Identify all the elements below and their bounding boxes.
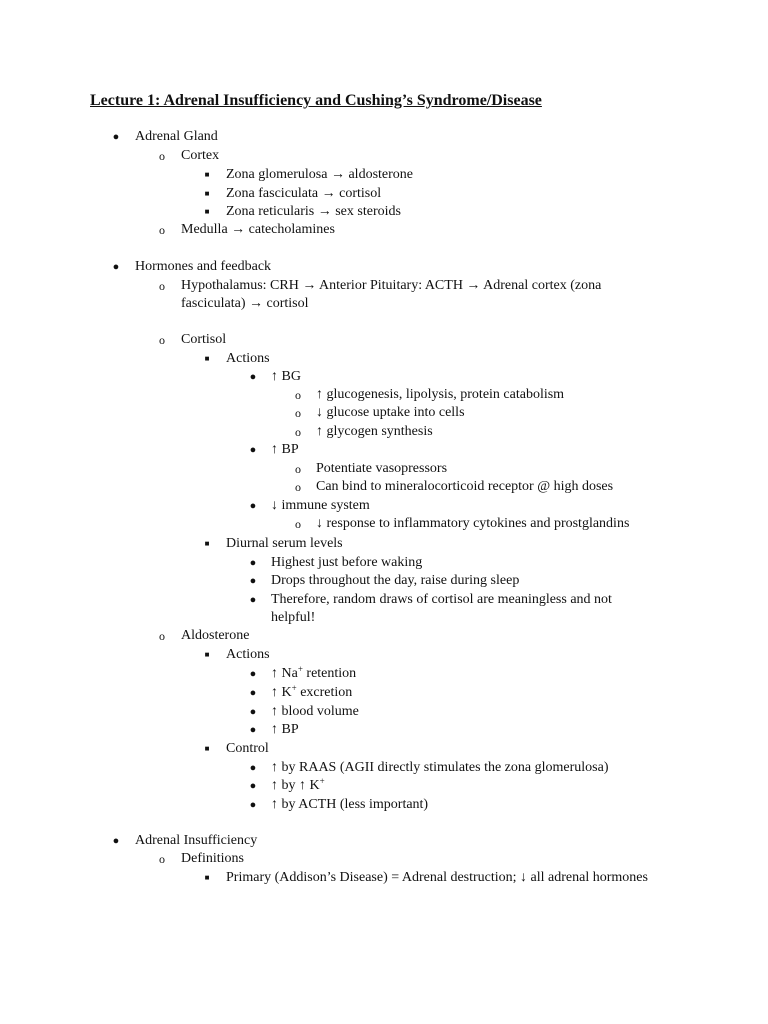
circle-bullet-icon: o bbox=[159, 223, 165, 237]
circle-bullet-icon: o bbox=[295, 425, 301, 439]
list-item: ● Adrenal Gland bbox=[0, 128, 768, 147]
bullet-icon: ● bbox=[249, 706, 257, 718]
list-item: ● Therefore, random draws of cortisol are meaningless and not bbox=[0, 591, 768, 610]
bullet-icon: ● bbox=[249, 371, 257, 383]
bullet-icon: ● bbox=[249, 500, 257, 512]
circle-bullet-icon: o bbox=[159, 629, 165, 643]
list-item: o Definitions bbox=[0, 850, 768, 869]
list-item: ■ Control bbox=[0, 740, 768, 759]
circle-bullet-icon: o bbox=[295, 406, 301, 420]
list-item: ■ Actions bbox=[0, 646, 768, 665]
bullet-icon: ● bbox=[249, 575, 257, 587]
list-item: ● ↑ by RAAS (AGII directly stimulates the zona glomerulosa) bbox=[0, 759, 768, 778]
list-item: ● Adrenal Insufficiency bbox=[0, 832, 768, 851]
bullet-icon: ● bbox=[249, 762, 257, 774]
list-item: o Hypothalamus: CRH → Anterior Pituitary: ACTH → Adrenal cortex (zona bbox=[0, 277, 768, 296]
list-item: o ↓ response to inflammatory cytokines and prostglandins bbox=[0, 515, 768, 534]
circle-bullet-icon: o bbox=[295, 462, 301, 476]
circle-bullet-icon: o bbox=[295, 388, 301, 402]
list-item: ■ Diurnal serum levels bbox=[0, 535, 768, 554]
list-item: ● ↑ BP bbox=[0, 441, 768, 460]
list-item-continuation: helpful! bbox=[271, 610, 316, 625]
square-bullet-icon: ■ bbox=[204, 873, 210, 882]
list-item: ● ↑ by ACTH (less important) bbox=[0, 796, 768, 815]
page-title: Lecture 1: Adrenal Insufficiency and Cushing’s Syndrome/Disease bbox=[90, 92, 542, 109]
square-bullet-icon: ■ bbox=[204, 207, 210, 216]
bullet-icon: ● bbox=[112, 261, 120, 273]
square-bullet-icon: ■ bbox=[204, 354, 210, 363]
list-item: ● ↑ BG bbox=[0, 368, 768, 387]
list-item: ● Drops throughout the day, raise during sleep bbox=[0, 572, 768, 591]
square-bullet-icon: ■ bbox=[204, 744, 210, 753]
list-item-continuation: fasciculata) → cortisol bbox=[181, 296, 309, 311]
bullet-icon: ● bbox=[249, 780, 257, 792]
list-item: o ↓ glucose uptake into cells bbox=[0, 404, 768, 423]
square-bullet-icon: ■ bbox=[204, 189, 210, 198]
list-item: ● ↓ immune system bbox=[0, 497, 768, 516]
bullet-icon: ● bbox=[112, 131, 120, 143]
list-item: o ↑ glycogen synthesis bbox=[0, 423, 768, 442]
bullet-icon: ● bbox=[249, 444, 257, 456]
list-item: ■ Primary (Addison’s Disease) = Adrenal destruction; ↓ all adrenal hormones bbox=[0, 869, 768, 888]
list-item: ● ↑ blood volume bbox=[0, 703, 768, 722]
list-item: o Medulla → catecholamines bbox=[0, 221, 768, 240]
bullet-icon: ● bbox=[112, 835, 120, 847]
list-item: ● Hormones and feedback bbox=[0, 258, 768, 277]
circle-bullet-icon: o bbox=[295, 480, 301, 494]
list-item: o Aldosterone bbox=[0, 627, 768, 646]
list-item: o Potentiate vasopressors bbox=[0, 460, 768, 479]
list-item: o Can bind to mineralocorticoid receptor @ high doses bbox=[0, 478, 768, 497]
bullet-icon: ● bbox=[249, 724, 257, 736]
list-item: o Cortisol bbox=[0, 331, 768, 350]
circle-bullet-icon: o bbox=[295, 517, 301, 531]
list-item: ■ Actions bbox=[0, 350, 768, 369]
bullet-icon: ● bbox=[249, 594, 257, 606]
list-item: ■ Zona fasciculata → cortisol bbox=[0, 185, 768, 204]
list-item: ● ↑ Na+ retention bbox=[0, 665, 768, 684]
list-item: o Cortex bbox=[0, 147, 768, 166]
list-item: o ↑ glucogenesis, lipolysis, protein catabolism bbox=[0, 386, 768, 405]
list-item: ● ↑ K+ excretion bbox=[0, 684, 768, 703]
square-bullet-icon: ■ bbox=[204, 170, 210, 179]
bullet-icon: ● bbox=[249, 557, 257, 569]
bullet-icon: ● bbox=[249, 668, 257, 680]
list-item: ● Highest just before waking bbox=[0, 554, 768, 573]
square-bullet-icon: ■ bbox=[204, 539, 210, 548]
list-item: ● ↑ by ↑ K+ bbox=[0, 777, 768, 796]
list-item: ■ Zona glomerulosa → aldosterone bbox=[0, 166, 768, 185]
circle-bullet-icon: o bbox=[159, 149, 165, 163]
square-bullet-icon: ■ bbox=[204, 650, 210, 659]
circle-bullet-icon: o bbox=[159, 279, 165, 293]
bullet-icon: ● bbox=[249, 799, 257, 811]
list-item: ● ↑ BP bbox=[0, 721, 768, 740]
circle-bullet-icon: o bbox=[159, 852, 165, 866]
list-item: ■ Zona reticularis → sex steroids bbox=[0, 203, 768, 222]
bullet-icon: ● bbox=[249, 687, 257, 699]
circle-bullet-icon: o bbox=[159, 333, 165, 347]
